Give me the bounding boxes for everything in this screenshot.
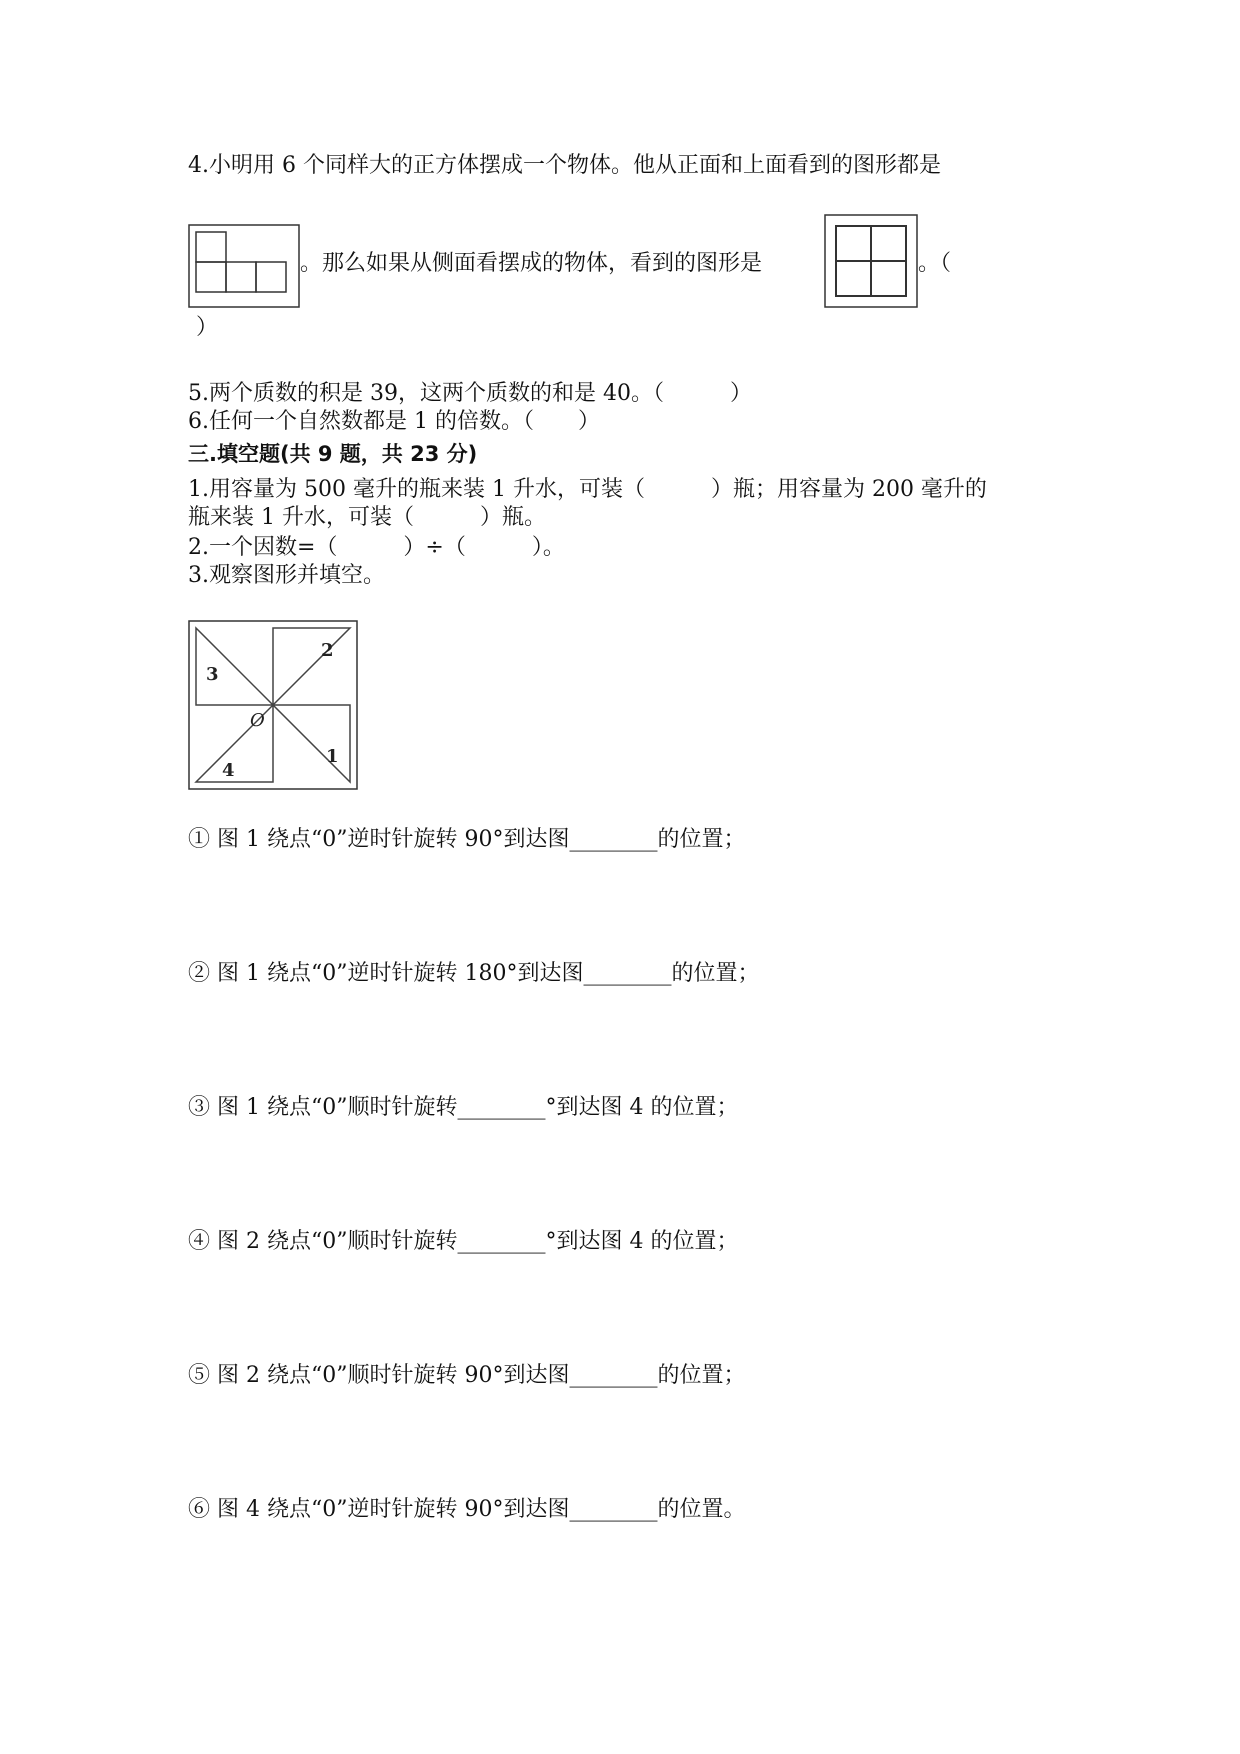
sub-question-1: ① 图 1 绕点“0”逆时针旋转 90°到达图________的位置； [188,827,746,852]
sub-question-5: ⑤ 图 2 绕点“0”顺时针旋转 90°到达图________的位置； [188,1363,746,1388]
section-3-title: 三.填空题(共 9 题，共 23 分) [188,442,478,466]
figure-label-4: 4 [222,760,235,781]
figure-label-3: 3 [206,664,219,685]
figure-label-2: 2 [321,640,334,661]
fill-question-1-line-1: 1.用容量为 500 毫升的瓶来装 1 升水，可装（ ）瓶；用容量为 200 毫升的 [188,477,987,502]
front-top-view-figure [188,224,300,308]
rotation-pinwheel-figure [188,620,358,790]
sub-question-4: ④ 图 2 绕点“0”顺时针旋转________°到达图 4 的位置； [188,1229,739,1254]
question-4-close-paren: ） [196,315,219,340]
question-4-line-1: 4.小明用 6 个同样大的正方体摆成一个物体。他从正面和上面看到的图形都是 [188,153,941,178]
question-6: 6.任何一个自然数都是 1 的倍数。（ ） [188,409,600,434]
side-view-figure [824,214,918,308]
fill-question-3: 3.观察图形并填空。 [188,563,385,588]
sub-question-6: ⑥ 图 4 绕点“0”逆时针旋转 90°到达图________的位置。 [188,1497,746,1522]
sub-question-3: ③ 图 1 绕点“0”顺时针旋转________°到达图 4 的位置； [188,1095,739,1120]
question-4-end-text: 。（ [918,251,952,276]
question-4-middle-text: 。那么如果从侧面看摆成的物体，看到的图形是 [300,251,763,276]
fill-question-2: 2.一个因数=（ ）÷（ ）。 [188,535,565,560]
figure-center-label: O [250,710,265,731]
figure-label-1: 1 [326,746,339,767]
question-5: 5.两个质数的积是 39，这两个质数的和是 40。（ ） [188,381,752,406]
sub-question-2: ② 图 1 绕点“0”逆时针旋转 180°到达图________的位置； [188,961,760,986]
fill-question-1-line-2: 瓶来装 1 升水，可装（ ）瓶。 [188,505,546,530]
